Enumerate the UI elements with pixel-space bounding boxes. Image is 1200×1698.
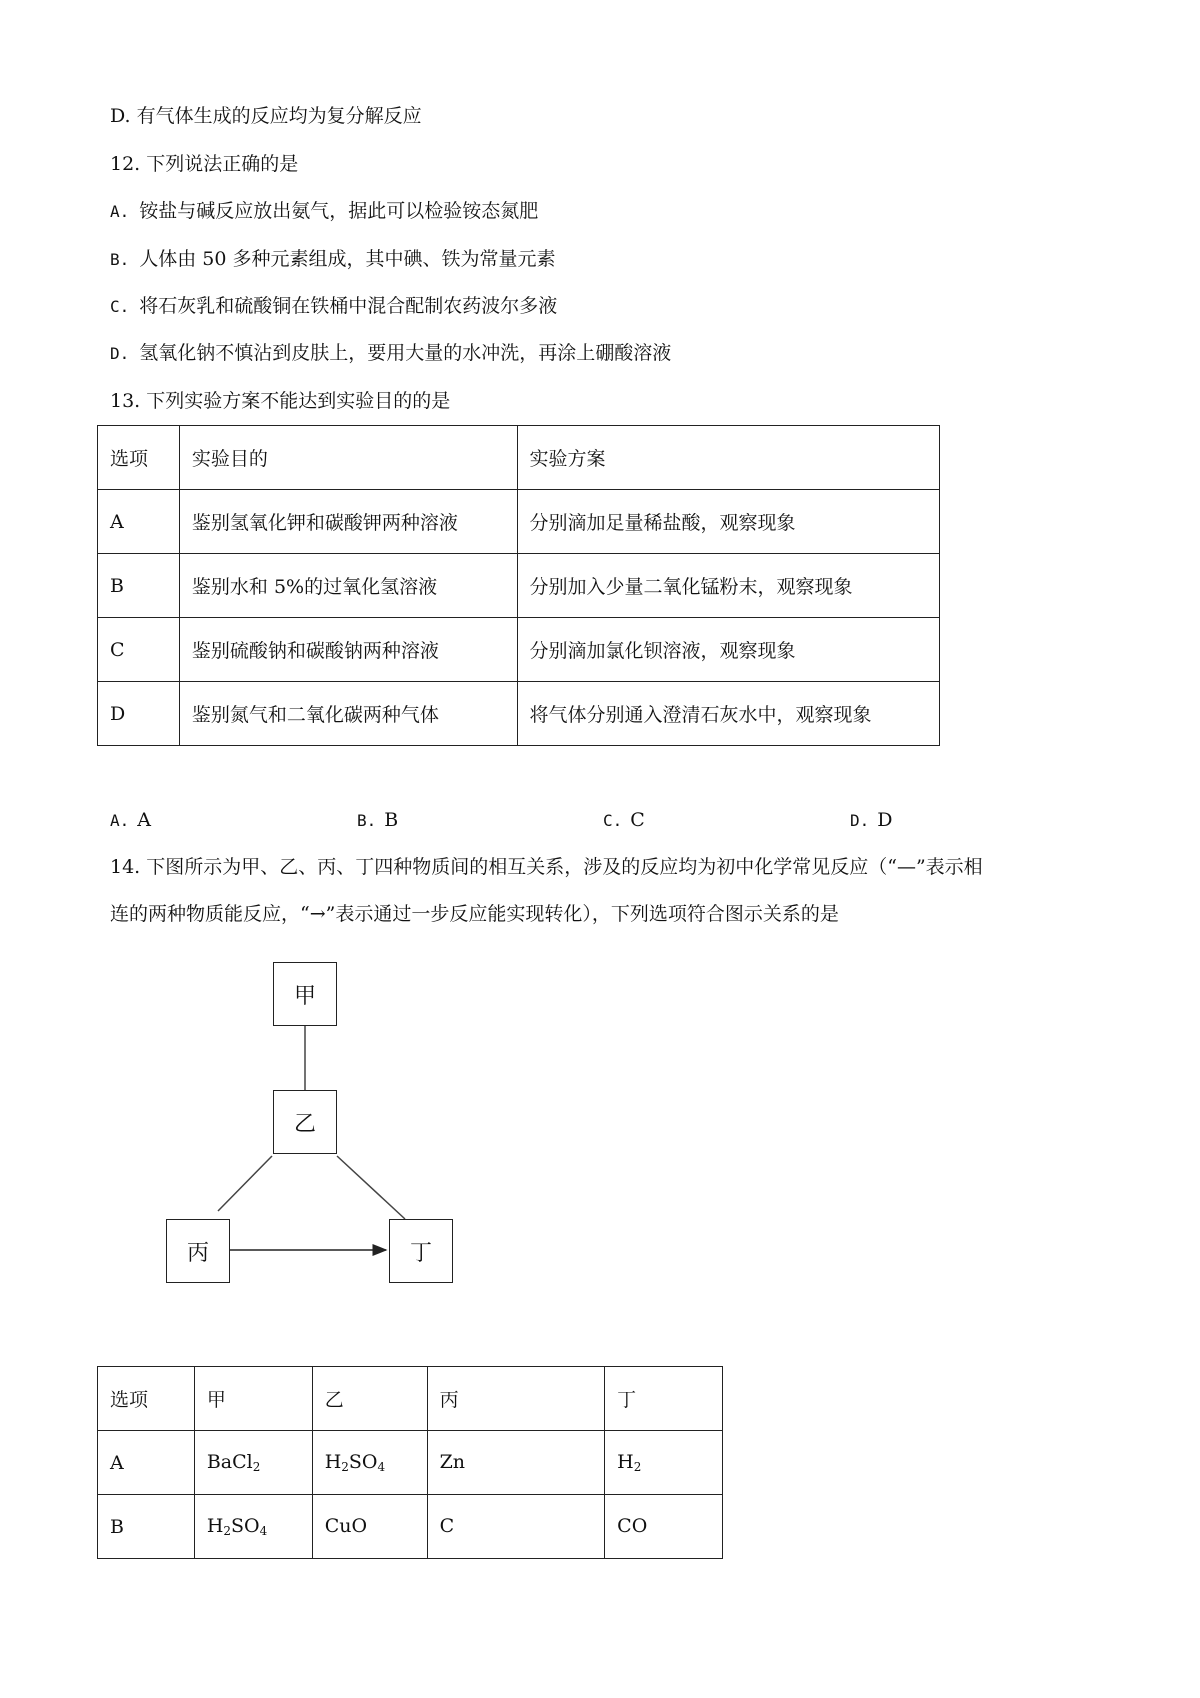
q13-answer-c: C. C (603, 809, 645, 831)
table-cell: B (98, 1495, 195, 1559)
header-cell: 丁 (605, 1367, 723, 1431)
table-cell: 鉴别水和 5%的过氧化氢溶液 (179, 554, 517, 618)
header-cell: 实验目的 (179, 426, 517, 490)
table-cell: D (98, 682, 180, 746)
q14-table (97, 1366, 723, 1559)
formula-cell: C (427, 1495, 605, 1559)
formula-cell: $H_2$ (605, 1431, 723, 1495)
table-row (98, 1495, 723, 1559)
table-cell: B (98, 554, 180, 618)
header-cell: 丙 (427, 1367, 605, 1431)
formula-cell: Zn (427, 1431, 605, 1495)
table-cell: 鉴别硫酸钠和碳酸钠两种溶液 (179, 618, 517, 682)
header-cell: 乙 (312, 1367, 427, 1431)
table-cell: 鉴别氢氧化钾和碳酸钾两种溶液 (179, 490, 517, 554)
prev-option-d: D. 有气体生成的反应均为复分解反应 (110, 105, 422, 127)
table-cell: 分别加入少量二氧化锰粉末，观察现象 (517, 554, 940, 618)
formula-cell: BaCl$_2$ (194, 1431, 312, 1495)
q12-option-a: A. 铵盐与碱反应放出氨气，据此可以检验铵态氮肥 (110, 200, 539, 222)
table-cell: A (98, 490, 180, 554)
box-jia: 甲 (273, 962, 337, 1026)
q12-option-b: B. 人体由 50 多种元素组成，其中碘、铁为常量元素 (110, 248, 556, 270)
q14-stem-line1: 14. 下图所示为甲、乙、丙、丁四种物质间的相互关系，涉及的反应均为初中化学常见反应（“—”表示相 (110, 856, 983, 878)
box-yi: 乙 (273, 1090, 337, 1154)
formula-cell: CO (605, 1495, 723, 1559)
header-cell: 甲 (194, 1367, 312, 1431)
table-cell: A (98, 1431, 195, 1495)
formula-cell: $H_2SO_4$ (194, 1495, 312, 1559)
q14-stem-line2: 连的两种物质能反应，“→”表示通过一步反应能实现转化），下列选项符合图示关系的是 (110, 903, 839, 925)
box-bing: 丙 (166, 1219, 230, 1283)
header-cell: 选项 (98, 1367, 195, 1431)
header-cell: 实验方案 (517, 426, 940, 490)
connector-yi-ding (337, 1156, 405, 1219)
table-cell: 将气体分别通入澄清石灰水中，观察现象 (517, 682, 940, 746)
connector-yi-bing (218, 1156, 272, 1211)
table-header-row (98, 1367, 723, 1431)
table-cell: 分别滴加足量稀盐酸，观察现象 (517, 490, 940, 554)
table-cell: C (98, 618, 180, 682)
q12-option-c: C. 将石灰乳和硫酸铜在铁桶中混合配制农药波尔多液 (110, 295, 558, 317)
box-ding: 丁 (389, 1219, 453, 1283)
q13-answer-b: B. B (357, 809, 399, 831)
q12-option-d: D. 氢氧化钠不慎沾到皮肤上，要用大量的水冲洗，再涂上硼酸溶液 (110, 342, 672, 364)
q13-stem: 13. 下列实验方案不能达到实验目的的是 (110, 390, 451, 412)
q13-answer-d: D. D (850, 809, 893, 831)
q12-stem: 12. 下列说法正确的是 (110, 153, 299, 175)
table-row (98, 1431, 723, 1495)
header-cell: 选项 (98, 426, 180, 490)
q13-answer-a: A. A (110, 809, 151, 831)
table-cell: 鉴别氮气和二氧化碳两种气体 (179, 682, 517, 746)
formula-cell: $H_2SO_4$ (312, 1431, 427, 1495)
formula-cell: CuO (312, 1495, 427, 1559)
table-cell: 分别滴加氯化钡溶液，观察现象 (517, 618, 940, 682)
